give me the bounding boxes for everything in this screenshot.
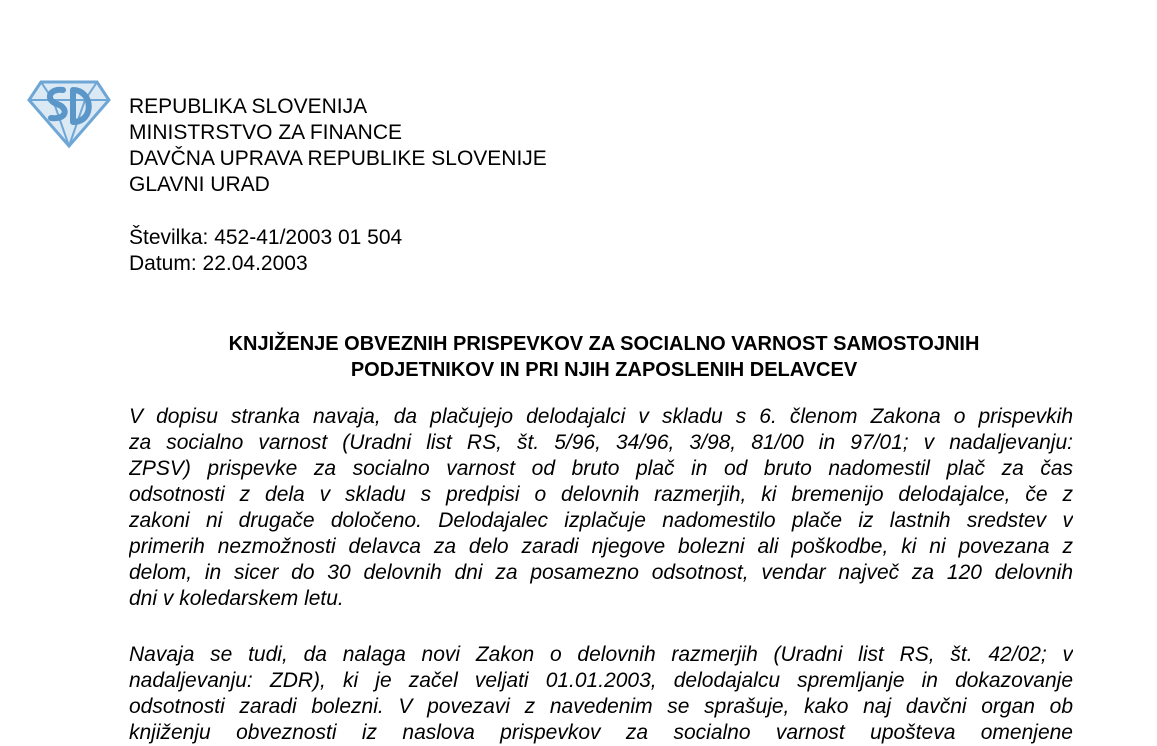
document-references — [129, 225, 402, 277]
paragraph-2 — [129, 642, 1073, 746]
paragraph-line: V dopisu stranka navaja, da plačujejo delodajalci v skladu s 6. členom Zakona o prispevkih — [129, 405, 1073, 428]
paragraph-line: odsotnosti zaradi bolezni. V povezavi z navedenim se sprašuje, kako naj davčni organ ob — [129, 695, 1073, 718]
paragraph-line: nadaljevanju: ZDR), ki je začel veljati 01.01.2003, delodajalcu spremljanje in dokazovanje — [129, 669, 1073, 692]
title-line: PODJETNIKOV IN PRI NJIH ZAPOSLENIH DELAVCEV — [350, 359, 858, 381]
letterhead-ministry: MINISTRSTVO ZA FINANCE — [129, 121, 403, 144]
paragraph-line: dni v koledarskem letu. — [129, 587, 344, 610]
paragraph-line: knjiženju obveznosti iz naslova prispevkov za socialno varnost upošteva omenjene — [129, 721, 1073, 744]
paragraph-line: za socialno varnost (Uradni list RS, št. 5/96, 34/96, 3/98, 81/00 in 97/01; v nadaljevanju: — [129, 431, 1073, 454]
letterhead-main-office: GLAVNI URAD — [129, 173, 270, 196]
paragraph-line: delom, in sicer do 30 delovnih dni za posamezno odsotnost, vendar največ za 120 delovnih — [129, 561, 1073, 584]
paragraph-line: Navaja se tudi, da nalaga novi Zakon o delovnih razmerjih (Uradni list RS, št. 42/02; v — [129, 643, 1073, 666]
letterhead-republic: REPUBLIKA SLOVENIJA — [129, 95, 368, 118]
paragraph-line: odsotnosti z dela v skladu s predpisi o delovnih razmerjih, ki bremenijo delodajalce, če z — [129, 483, 1073, 506]
document-date: Datum: 22.04.2003 — [129, 252, 308, 275]
paragraph-line: primerih nezmožnosti delavca za delo zaradi njegove bolezni ali poškodbe, ki ni povezana z — [129, 535, 1073, 558]
durs-logo-icon — [27, 78, 111, 148]
paragraph-line: ZPSV) prispevke za socialno varnost od bruto plač in od bruto nadomestil plač za čas — [129, 457, 1073, 480]
paragraph-1 — [129, 404, 1073, 612]
letterhead-tax-administration: DAVČNA UPRAVA REPUBLIKE SLOVENIJE — [129, 147, 547, 170]
title-line: KNJIŽENJE OBVEZNIH PRISPEVKOV ZA SOCIALNO VARNOST SAMOSTOJNIH — [228, 333, 980, 355]
document-number: Številka: 452-41/2003 01 504 — [129, 226, 403, 249]
paragraph-line: zakoni ni drugače določeno. Delodajalec izplačuje nadomestilo plače iz lastnih sredstev v — [129, 509, 1073, 532]
letterhead — [129, 94, 547, 198]
document-title — [129, 331, 1079, 383]
